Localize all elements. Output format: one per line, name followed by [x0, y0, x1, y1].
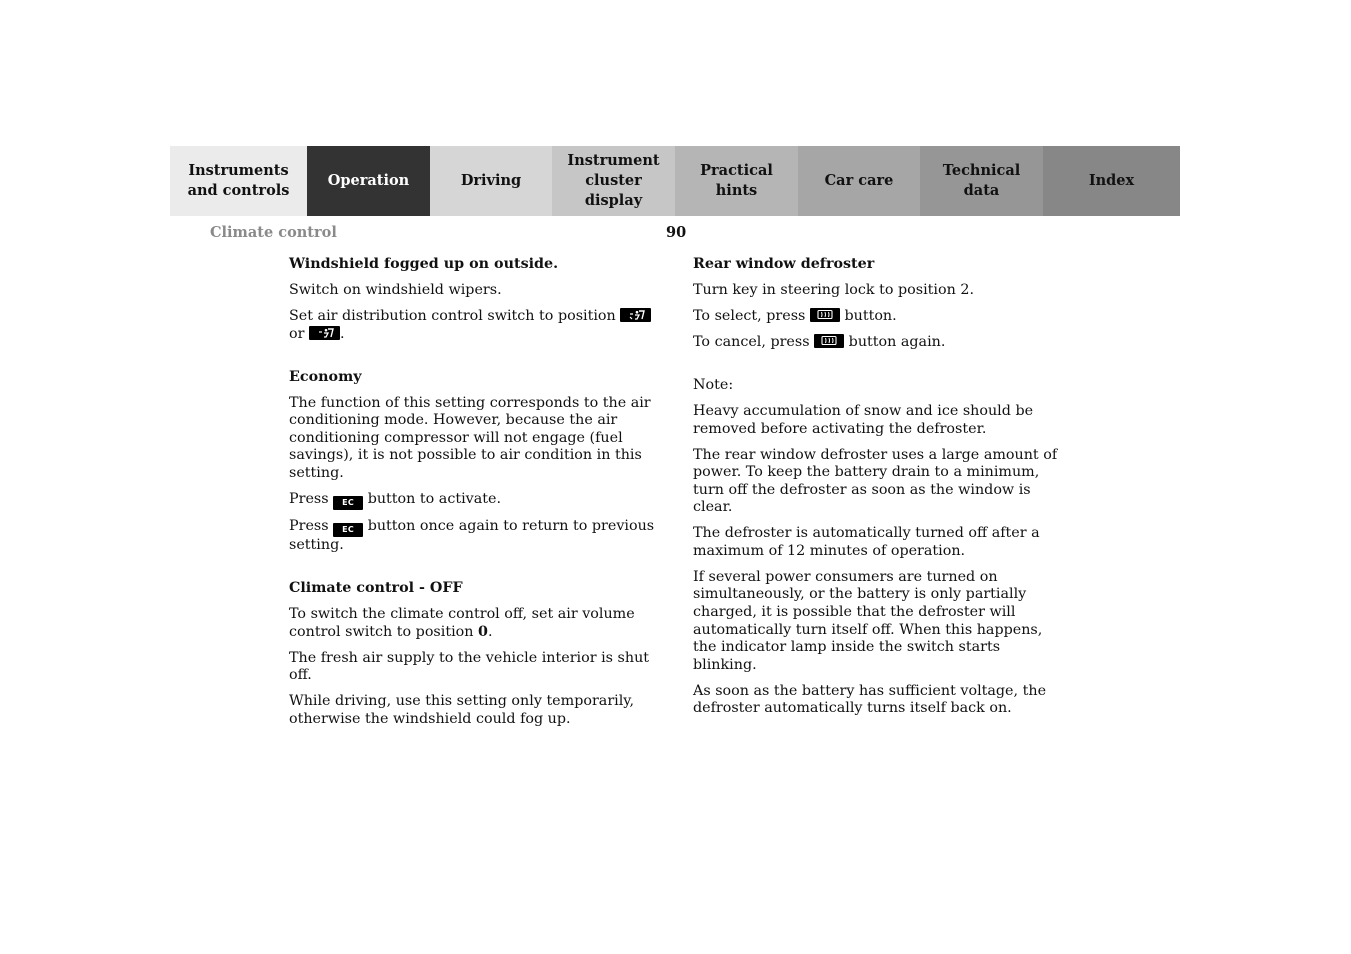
- note-label: Note:: [693, 376, 734, 393]
- climate-off-position: 0: [478, 623, 488, 640]
- defroster-select-rest: button.: [844, 307, 897, 324]
- note-battery-voltage: As soon as the battery has sufficient voltage, the defroster automatically turns itself back on.: [693, 682, 1047, 717]
- defroster-cancel-rest: button again.: [848, 333, 946, 350]
- tab-instruments-and-controls[interactable]: Instruments and controls: [170, 146, 307, 216]
- climate-off-text: To switch the climate control off, set air volume control switch to position: [289, 606, 635, 640]
- economy-activate-text: button to activate.: [367, 490, 501, 507]
- tab-car-care[interactable]: Car care: [798, 146, 920, 216]
- section-title: Climate control: [210, 224, 337, 241]
- air-distribution-period: .: [340, 325, 345, 342]
- note-power-usage: The rear window defroster uses a large amount of power. To keep the battery drain to a minimum, turn off the defroster as soon as the window is clear.: [693, 446, 1058, 516]
- chapter-tabs: [170, 146, 1180, 216]
- tab-index[interactable]: Index: [1043, 146, 1180, 216]
- right-column: [693, 256, 1065, 726]
- tab-practical-hints[interactable]: Practical hints: [675, 146, 798, 216]
- tab-driving[interactable]: Driving: [430, 146, 552, 216]
- climate-off-instruction: [289, 606, 659, 641]
- windshield-step-wipers: Switch on windshield wipers.: [289, 281, 502, 298]
- air-distribution-or: or: [289, 325, 305, 342]
- tab-operation[interactable]: Operation: [307, 146, 430, 216]
- economy-description: The function of this setting corresponds to the air conditioning mode. However, because the air conditioning compressor will not engage (fuel savings), it is not possible to air condition in this setting.: [289, 394, 651, 481]
- windshield-step-air-distribution: [289, 308, 659, 343]
- economy-press-label: Press: [289, 490, 329, 507]
- air-distribution-windshield-icon: [309, 326, 340, 340]
- rear-window-defroster-icon: [810, 308, 840, 322]
- climate-off-warning: While driving, use this setting only temporarily, otherwise the windshield could fog up.: [289, 693, 635, 727]
- tab-technical-data[interactable]: Technical data: [920, 146, 1043, 216]
- economy-press-label-2: Press: [289, 518, 329, 535]
- defroster-cancel: [693, 334, 1065, 352]
- note-snow-ice: Heavy accumulation of snow and ice should be removed before activating the defroster.: [693, 402, 1034, 437]
- air-distribution-text: Set air distribution control switch to position: [289, 307, 616, 324]
- economy-heading: Economy: [289, 368, 362, 385]
- climate-off-heading: Climate control - OFF: [289, 580, 463, 597]
- note-auto-off: The defroster is automatically turned off after a maximum of 12 minutes of operation.: [693, 525, 1040, 559]
- climate-off-period: .: [487, 623, 493, 640]
- economy-deactivate: [289, 518, 659, 555]
- defroster-heading: Rear window defroster: [693, 256, 875, 272]
- air-distribution-windshield-footwell-icon: [620, 308, 651, 322]
- defroster-cancel-text: To cancel, press: [693, 333, 810, 350]
- defroster-select-text: To select, press: [693, 307, 806, 324]
- defroster-select: [693, 308, 1065, 326]
- economy-activate: [289, 491, 659, 510]
- windshield-heading: Windshield fogged up on outside.: [289, 256, 559, 272]
- defroster-step-key: Turn key in steering lock to position 2.: [693, 281, 974, 298]
- left-column: [289, 256, 659, 737]
- page-number: 90: [666, 224, 687, 241]
- economy-ec-button-icon: EC: [333, 523, 363, 537]
- tab-instrument-cluster-display[interactable]: Instrument cluster display: [552, 146, 675, 216]
- rear-window-defroster-icon: [814, 334, 844, 348]
- economy-ec-button-icon: EC: [333, 496, 363, 510]
- climate-off-fresh-air: The fresh air supply to the vehicle interior is shut off.: [289, 649, 650, 684]
- note-power-consumers: If several power consumers are turned on simultaneously, or the battery is only partially charged, it is possible that the defroster will automatically turn itself off. When this happens, the indicator lamp inside the switch starts blinking.: [693, 568, 1043, 673]
- economy-deactivate-text: button once again to return to previous setting.: [289, 518, 655, 554]
